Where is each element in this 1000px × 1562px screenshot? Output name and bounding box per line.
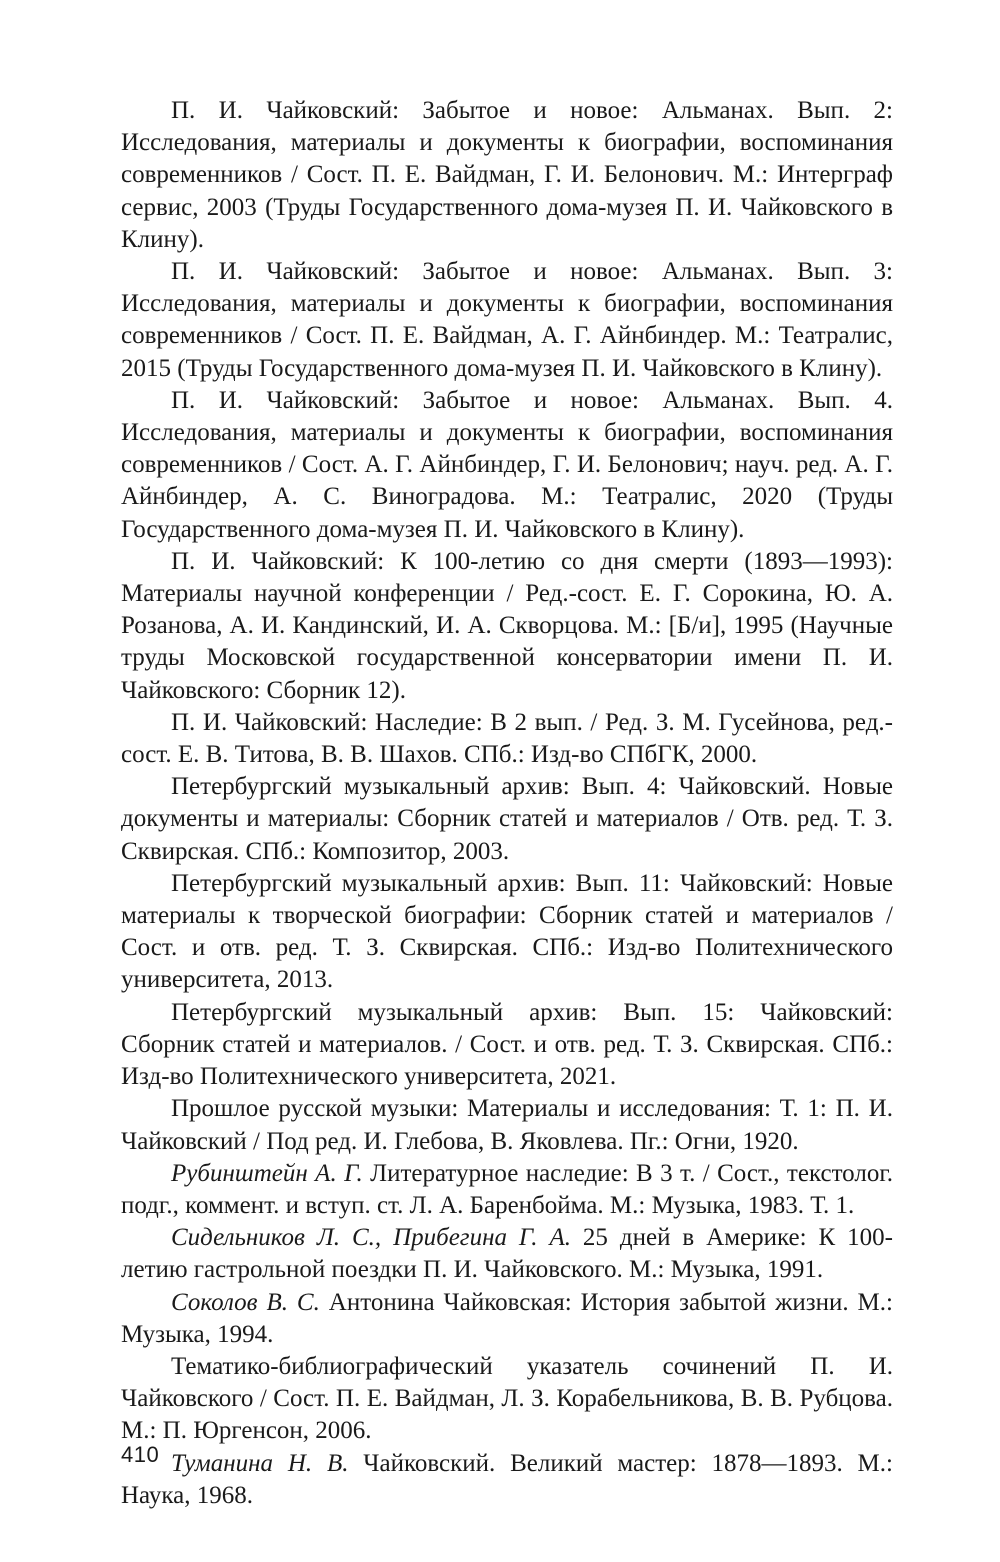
entry-text: 25 дней в Америке: К 100-летию гастрольной поездки П. И. Чайковского. М.: Музыка, 1991.: [121, 1224, 893, 1284]
bibliography-entry: [121, 546, 893, 707]
bibliography-entry: [121, 1158, 893, 1222]
bibliography-entry: [121, 256, 893, 385]
entry-text: Литературное наследие: В 3 т. / Сост., текстолог. подг., коммент. и вступ. ст. Л. А. Баренбойма. М.: Музыка, 1983. Т. 1.: [121, 1159, 893, 1219]
bibliography-entry: [121, 1222, 893, 1286]
bibliography-list: [121, 95, 893, 1512]
bibliography-entry: [121, 707, 893, 771]
entry-text: Чайковский. Великий мастер: 1878—1893. М.: Наука, 1968.: [121, 1449, 893, 1509]
entry-author: Сидельников Л. С., Прибегина Г. А.: [171, 1224, 571, 1252]
entry-text: П. И. Чайковский: Наследие: В 2 вып. / Ред. З. М. Гусейнова, ред.-сост. Е. В. Титова, В. В. Шахов. СПб.: Изд-во СПбГК, 2000.: [121, 708, 893, 769]
entry-text: П. И. Чайковский: Забытое и новое: Альманах. Вып. 4. Исследования, материалы и документы к биографии, воспоминания современников / Сост. А. Г. Айнбиндер, Г. И. Белонович; науч. ред. А. Г. Айнбиндер, А. С. Виноградова. М.: Театралис, 2020 (Труды Государственного дома-музея П. И. Чайковского в Клину).: [121, 386, 893, 543]
bibliography-entry: [121, 95, 893, 256]
bibliography-entry: [121, 1351, 893, 1448]
bibliography-entry: [121, 997, 893, 1094]
page-number: 410: [121, 1442, 160, 1467]
bibliography-entry: [121, 771, 893, 868]
bibliography-entry: [121, 1287, 893, 1351]
bibliography-entry: [121, 385, 893, 546]
entry-author: Соколов В. С.: [171, 1288, 320, 1316]
bibliography-entry: [121, 1093, 893, 1157]
entry-text: П. И. Чайковский: К 100-летию со дня смерти (1893—1993): Материалы научной конференции / Ред.-сост. Е. Г. Сорокина, Ю. А. Розанова, А. И. Кандинский, И. А. Скворцова. М.: [Б/и], 1995 (Научные труды Московской государственной консерватории имени П. И. Чайковского: Сборник 12).: [121, 547, 893, 704]
bibliography-entry: [121, 1448, 893, 1512]
entry-text: Прошлое русской музыки: Материалы и исследования: Т. 1: П. И. Чайковский / Под ред. И. Глебова, В. Яковлева. Пг.: Огни, 1920.: [121, 1095, 893, 1155]
entry-text: Петербургский музыкальный архив: Вып. 15: Чайковский: Сборник статей и материалов. / Сост. и отв. ред. Т. З. Сквирская. СПб.: Изд-во Политехнического университета, 2021.: [121, 998, 893, 1091]
entry-text: Петербургский музыкальный архив: Вып. 11: Чайковский: Новые материалы к творческой биографии: Сборник статей и материалов / Сост. и отв. ред. Т. З. Сквирская. СПб.: Изд-во Политехнического университета, 2013.: [121, 869, 893, 994]
entry-text: Антонина Чайковская: История забытой жизни. М.: Музыка, 1994.: [121, 1288, 893, 1348]
entry-text: П. И. Чайковский: Забытое и новое: Альманах. Вып. 3: Исследования, материалы и документы к биографии, воспоминания современников / Сост. П. Е. Вайдман, А. Г. Айнбиндер. М.: Театралис, 2015 (Труды Государственного дома-музея П. И. Чайковского в Клину).: [121, 258, 893, 382]
entry-author: Туманина Н. В.: [171, 1449, 349, 1477]
entry-text: Петербургский музыкальный архив: Вып. 4: Чайковский. Новые документы и материалы: Сборник статей и материалов / Отв. ред. Т. З. Сквирская. СПб.: Композитор, 2003.: [121, 773, 893, 865]
entry-author: Рубинштейн А. Г.: [171, 1159, 363, 1187]
bibliography-entry: [121, 868, 893, 997]
entry-text: П. И. Чайковский: Забытое и новое: Альманах. Вып. 2: Исследования, материалы и документы к биографии, воспоминания современников / Сост. П. Е. Вайдман, Г. И. Белонович. М.: Интерграф сервис, 2003 (Труды Государственного дома-музея П. И. Чайковского в Клину).: [121, 97, 893, 253]
entry-text: Тематико-библиографический указатель сочинений П. И. Чайковского / Сост. П. Е. Вайдман, Л. З. Корабельникова, В. В. Рубцова. М.: П. Юргенсон, 2006.: [121, 1352, 893, 1445]
